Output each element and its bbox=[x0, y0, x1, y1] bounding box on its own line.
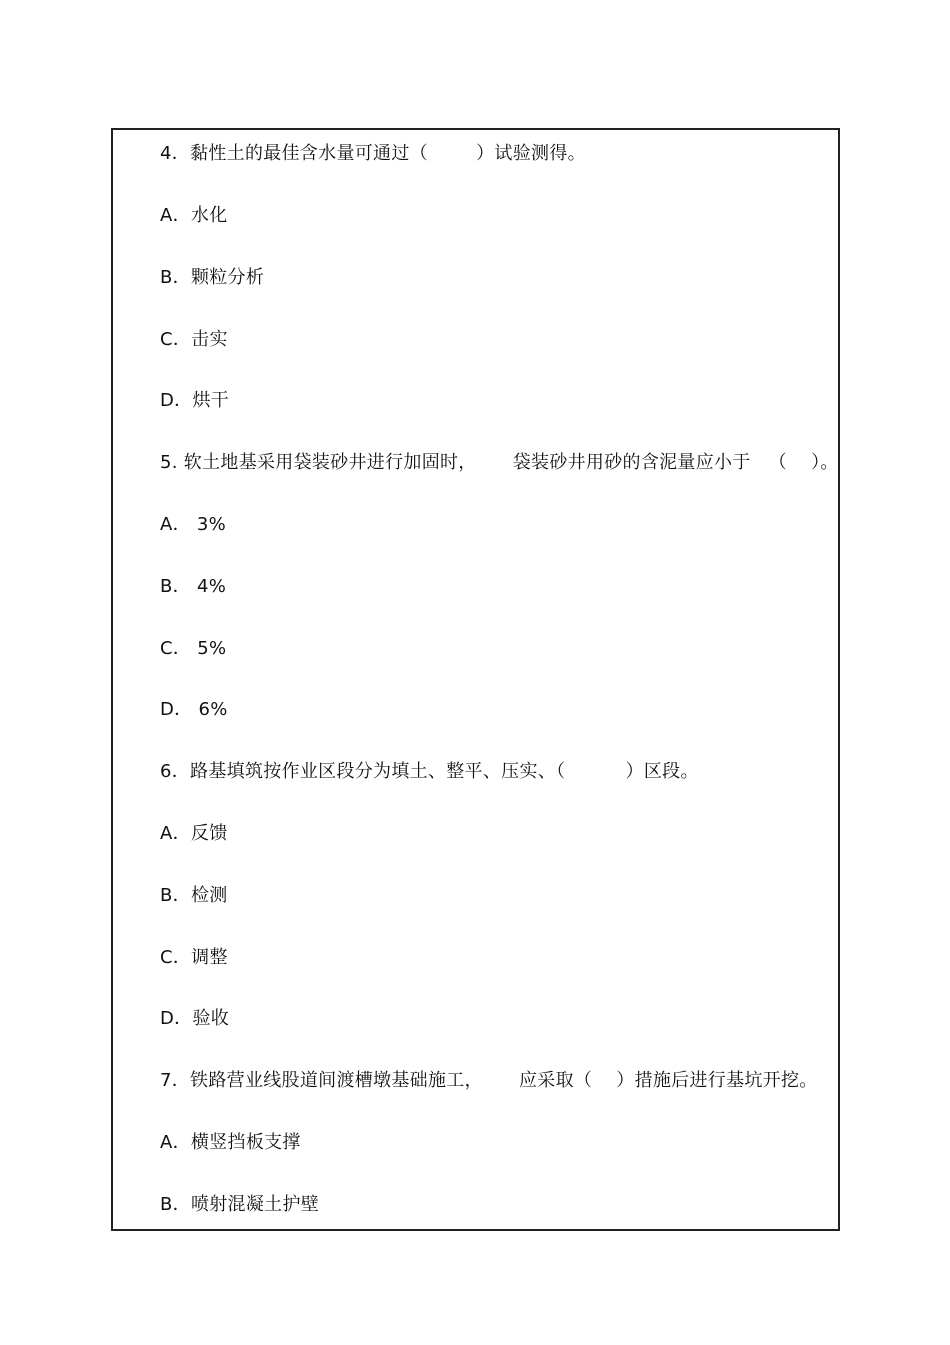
question-4-option-a: A．水化 bbox=[160, 205, 228, 226]
question-6-stem: 6．路基填筑按作业区段分为填土、整平、压实、（ ）区段。 bbox=[160, 761, 699, 782]
question-4-option-b: B．颗粒分析 bbox=[160, 267, 265, 288]
question-7-option-a: A．横竖挡板支撑 bbox=[160, 1132, 301, 1153]
question-frame bbox=[111, 128, 840, 1231]
question-7-stem: 7．铁路营业线股道间渡槽墩基础施工， 应采取（ ）措施后进行基坑开挖。 bbox=[160, 1070, 818, 1091]
question-5-stem: 5. 软土地基采用袋装砂井进行加固时， 袋装砂井用砂的含泥量应小于 （ ）。 bbox=[160, 452, 839, 473]
question-5-option-a: A． 3% bbox=[160, 514, 227, 535]
question-6-option-a: A．反馈 bbox=[160, 823, 228, 844]
question-4-stem: 4．黏性土的最佳含水量可通过（ ）试验测得。 bbox=[160, 143, 586, 164]
question-4-option-d: D．烘干 bbox=[160, 390, 230, 411]
question-5-option-b: B． 4% bbox=[160, 576, 227, 597]
question-5-option-c: C． 5% bbox=[160, 638, 227, 659]
question-4-option-c: C．击实 bbox=[160, 329, 228, 350]
question-6-option-d: D．验收 bbox=[160, 1008, 230, 1029]
question-7-option-b: B．喷射混凝土护壁 bbox=[160, 1194, 320, 1215]
question-6-option-c: C．调整 bbox=[160, 947, 228, 968]
question-6-option-b: B．检测 bbox=[160, 885, 228, 906]
question-5-option-d: D． 6% bbox=[160, 699, 228, 720]
